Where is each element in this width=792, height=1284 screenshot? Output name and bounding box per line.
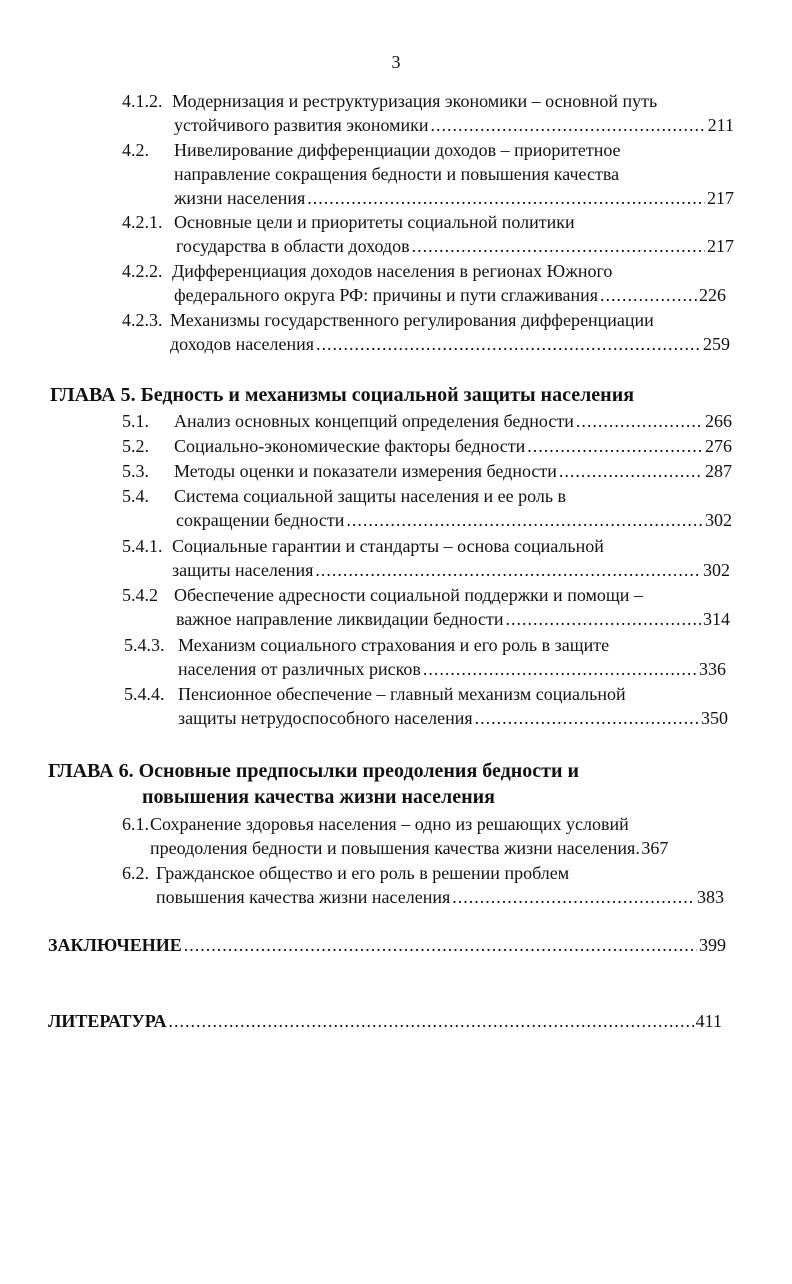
toc-conclusion[interactable] [48,933,726,957]
dot-leader [452,885,695,909]
dot-leader [576,409,703,433]
page-number: 3 [391,52,401,72]
entry-title-line: повышения качества жизни населения [156,887,451,907]
entry-number: 5.4.1. [122,536,163,556]
entry-number: 4.2.1. [122,212,163,232]
entry-title-line: Социально-экономические факторы бедности [174,436,526,456]
toc-entry-5-4-1[interactable] [122,534,730,582]
chapter-5-title[interactable]: ГЛАВА 5. Бедность и механизмы социальной защиты населения [50,384,635,406]
toc-entry-5-3[interactable] [122,459,732,483]
dot-leader [316,332,701,356]
dot-leader [475,706,699,730]
dot-leader [505,607,701,631]
entry-title-line: Обеспечение адресности социальной поддержки и помощи – [174,585,643,605]
toc-entry-4-2[interactable] [122,138,734,210]
chapter-6-title[interactable] [48,758,579,810]
toc-entry-4-2-1[interactable] [122,210,734,258]
toc-entry-5-1[interactable] [122,409,732,433]
entry-number: 6.2. [122,863,149,883]
entry-title-line: доходов населения [170,334,314,354]
dot-leader [423,657,697,681]
dot-leader [315,558,701,582]
dot-leader [184,933,697,957]
entry-page: 367 [641,838,669,858]
toc-entry-5-4[interactable] [122,484,732,532]
entry-title-line: направление сокращения бедности и повышения качества [174,164,620,184]
entry-title-line: Методы оценки и показатели измерения бедности [174,461,557,481]
entry-page: 302 [705,510,732,530]
dot-leader [559,459,703,483]
entry-page: 336 [699,659,726,679]
entry-title-line: Механизм социального страхования и его роль в защите [178,635,610,655]
entry-title-line: государства в области доходов [176,236,410,256]
entry-page: 287 [705,461,732,481]
entry-page: 302 [703,560,730,580]
entry-number: 5.4. [122,486,149,506]
conclusion-label: ЗАКЛЮЧЕНИЕ [48,935,182,955]
entry-title-line: Основные цели и приоритеты социальной политики [174,212,575,232]
dot-leader [431,113,706,137]
entry-title-line: Механизмы государственного регулирования дифференциации [170,310,654,330]
entry-title-line: защиты нетрудоспособного населения [178,708,473,728]
entry-number: 5.4.4. [124,684,165,704]
entry-number: 6.1. [122,814,149,834]
entry-title-line: Гражданское общество и его роль в решении проблем [156,863,570,883]
entry-page: 217 [707,236,734,256]
entry-page: 226 [699,285,726,305]
toc-entry-5-4-3[interactable] [124,633,726,681]
entry-page: 383 [697,887,724,907]
dot-leader [412,234,705,258]
toc-entry-6-2[interactable] [122,861,724,909]
entry-page: 350 [701,708,728,728]
entry-page: 266 [705,411,732,431]
entry-title-line: Модернизация и реструктуризация экономики – основной путь [172,91,658,111]
chapter-6-title-line1: ГЛАВА 6. Основные предпосылки преодоления бедности и [48,760,580,782]
dot-leader [600,283,697,307]
entry-page: 314 [703,609,730,629]
toc-entry-4-2-3[interactable] [122,308,730,356]
toc-entry-6-1[interactable] [122,812,730,860]
entry-page: 217 [707,188,734,208]
toc-entry-4-2-2[interactable] [122,259,726,307]
entry-title-line: Пенсионное обеспечение – главный механизм социальной [178,684,626,704]
entry-title-line: населения от различных рисков [178,659,421,679]
dot-leader [307,186,705,210]
toc-entry-5-2[interactable] [122,434,732,458]
entry-page: 211 [707,115,734,135]
entry-number: 4.1.2. [122,91,163,111]
literature-label: ЛИТЕРАТУРА [48,1011,167,1031]
entry-title-line: преодоления бедности и повышения качества жизни населения [150,838,636,858]
literature-page: 411 [695,1011,722,1031]
toc-entry-5-4-2[interactable] [122,583,730,631]
entry-number: 5.3. [122,461,149,481]
entry-number: 4.2.2. [122,261,163,281]
entry-title-line: Дифференциация доходов населения в регионах Южного [172,261,613,281]
entry-title-line: устойчивого развития экономики [174,115,429,135]
entry-number: 4.2. [122,140,149,160]
entry-page: 259 [703,334,730,354]
toc-entry-5-4-4[interactable] [124,682,728,730]
entry-title-line: важное направление ликвидации бедности [176,609,504,629]
conclusion-page: 399 [699,935,726,955]
chapter-6-title-line2: повышения качества жизни населения [142,786,495,808]
entry-title-line: Анализ основных концепций определения бедности [174,411,574,431]
entry-title-line: защиты населения [172,560,314,580]
dot-leader [527,434,703,458]
entry-number: 5.4.3. [124,635,165,655]
toc-literature[interactable] [48,1009,722,1033]
entry-title-line: сокращении бедности [176,510,345,530]
entry-number: 5.4.2 [122,585,158,605]
entry-title-line: Социальные гарантии и стандарты – основа социальной [172,536,604,556]
entry-page: 276 [705,436,732,456]
entry-number: 4.2.3. [122,310,163,330]
toc-entry-4-1-2[interactable] [122,89,734,137]
entry-title-line: жизни населения [174,188,306,208]
entry-title-line: Система социальной защиты населения и ее роль в [174,486,567,506]
entry-number: 5.2. [122,436,149,456]
entry-title-line: Сохранение здоровья населения – одно из решающих условий [150,814,629,834]
entry-title-line: Нивелирование дифференциации доходов – приоритетное [174,140,621,160]
entry-title-line: федерального округа РФ: причины и пути сглаживания [174,285,599,305]
dot-leader [168,1009,693,1033]
dot-leader [346,508,703,532]
entry-number: 5.1. [122,411,149,431]
